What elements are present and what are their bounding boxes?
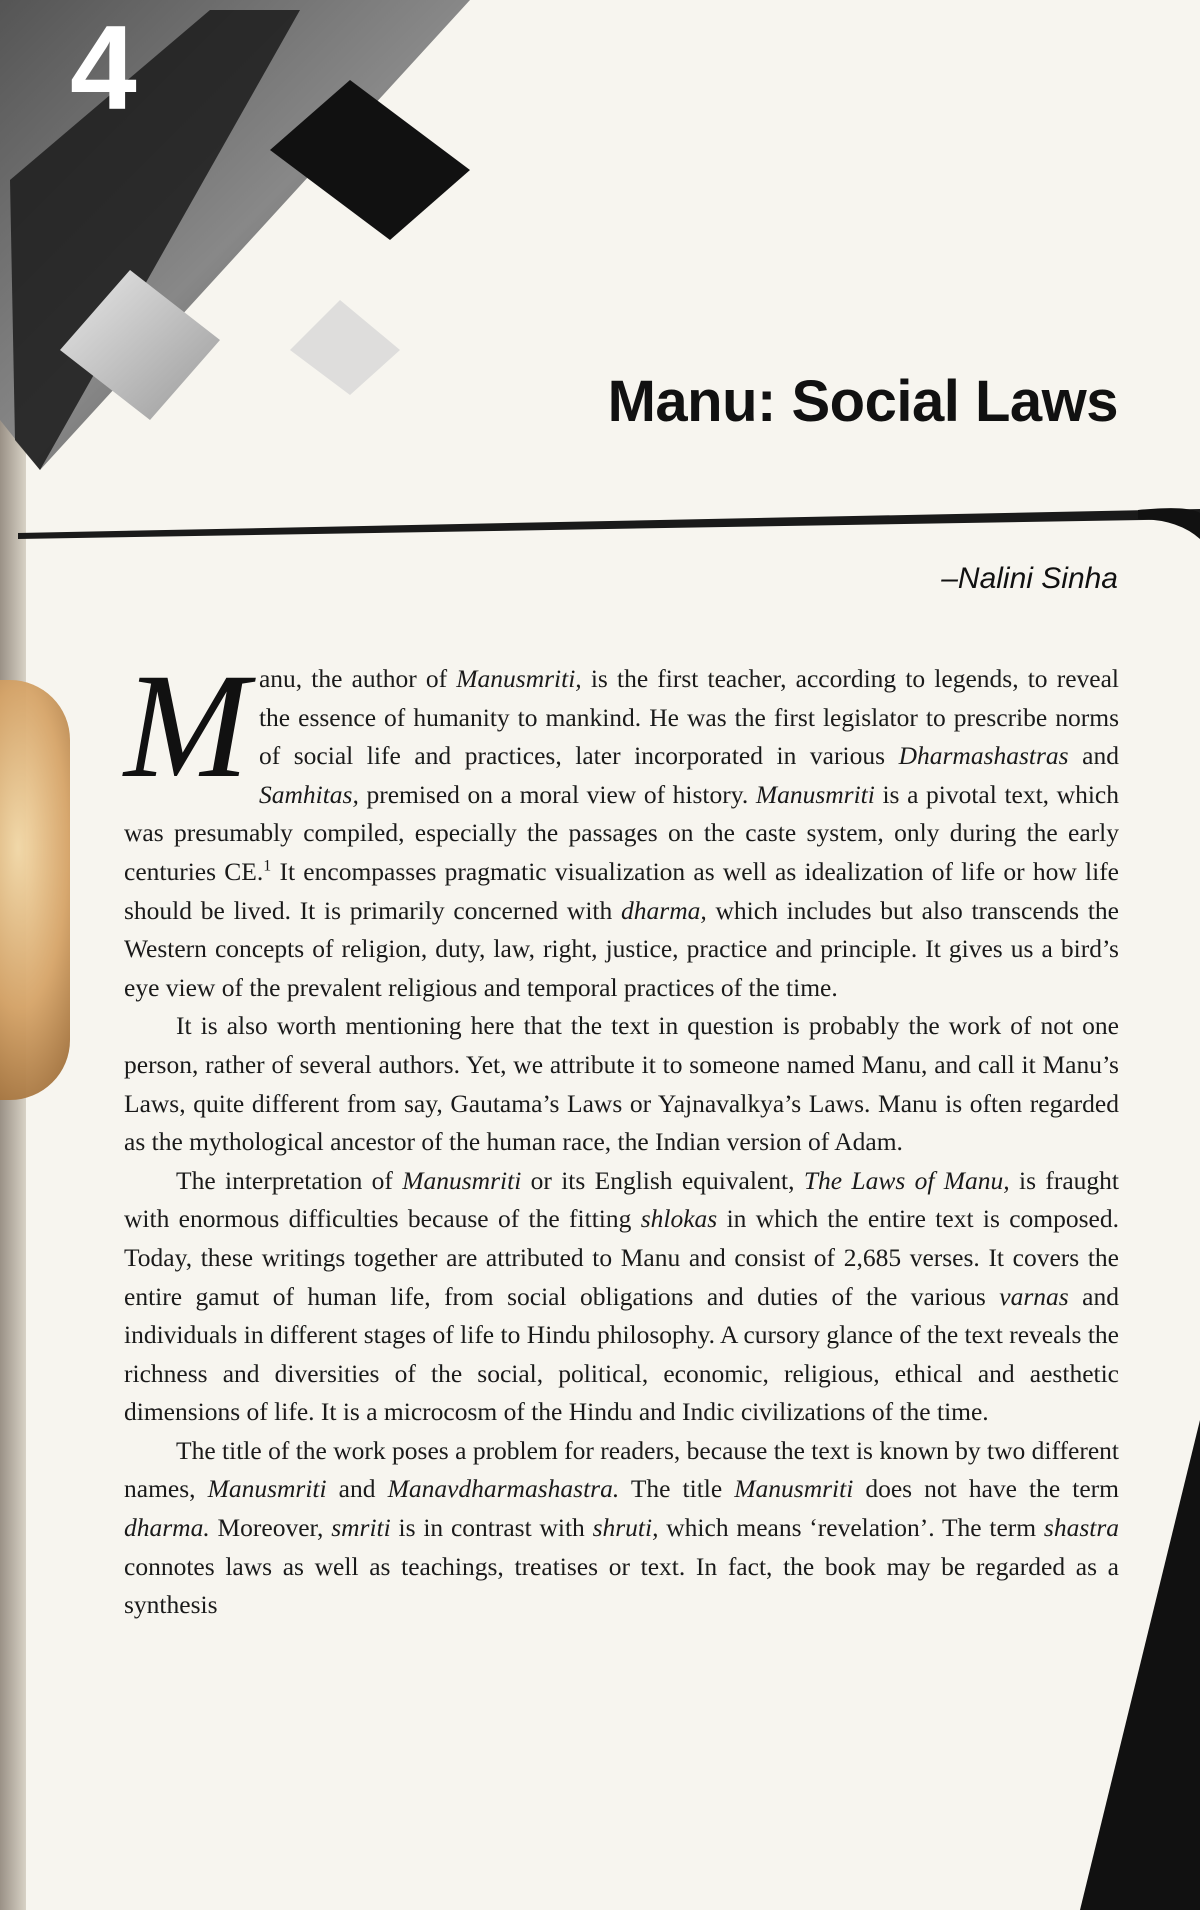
- p1-run: Samhitas,: [258, 779, 359, 809]
- p3-run: or its English equivalent,: [521, 1165, 804, 1195]
- p4-run: does not have the term: [853, 1474, 1119, 1504]
- p3-run: shlokas: [640, 1204, 718, 1234]
- p4-run: The title of the work poses a problem for readers, because the text is known by two different names,: [124, 1435, 1119, 1504]
- p3-run: in which the entire text is composed. Today, these writings together are attributed to Manu and consist of 2,685 verses. It covers the entire gamut of human life, from social obligations and duties of the various: [124, 1204, 1119, 1311]
- paragraph-2: [124, 1007, 1119, 1161]
- p1-run: is a pivotal text, which was presumably compiled, especially the passages on the caste system, only during the early centuries CE.: [124, 779, 1119, 886]
- p1-run: Dharmashastras: [898, 741, 1069, 771]
- p4-run: which means ‘revelation’. The term: [658, 1513, 1044, 1543]
- p4-run: is in contrast with: [390, 1513, 593, 1543]
- chapter-author: –Nalini Sinha: [941, 562, 1118, 595]
- p2-run: It is also worth mentioning here that the text in question is probably the work of not one person, rather of several authors. Yet, we attribute it to someone named Manu, and call it Manu’s Laws, quite different from say, Gautama’s Laws or Yajnavalkya’s Laws. Manu is often regarded as the mythological ancestor of the human race, the Indian version of Adam.: [124, 1011, 1119, 1157]
- drop-cap: M: [124, 643, 249, 809]
- p1-run: which includes but also transcends the Western concepts of religion, duty, law, right, justice, practice and principle. It gives us a bird’s eye view of the prevalent religious and temporal practices of the time.: [124, 895, 1119, 1002]
- p1-run: Manusmriti: [755, 779, 875, 809]
- p4-run: dharma.: [124, 1513, 210, 1543]
- paragraph-4: [124, 1432, 1119, 1625]
- chapter-title: Manu: Social Laws: [607, 369, 1118, 434]
- p3-run: is fraught with enormous difficulties because of the fitting: [124, 1165, 1119, 1234]
- p3-run: The interpretation of: [176, 1165, 403, 1195]
- p4-run: shastra: [1043, 1513, 1120, 1543]
- p4-run: connotes laws as well as teachings, treatises or text. In fact, the book may be regarded as a synthesis: [124, 1551, 1119, 1620]
- p3-run: The Laws of Manu,: [803, 1165, 1010, 1195]
- p1-run: It encompasses pragmatic visualization as well as idealization of life or how life should be lived. It is primarily concerned with: [124, 856, 1120, 925]
- p1-run: dharma,: [621, 895, 707, 925]
- p4-run: Manusmriti: [734, 1474, 854, 1504]
- p4-run: Moreover,: [209, 1513, 332, 1543]
- thumb-holding-page: [0, 680, 70, 1100]
- p4-run: The title: [619, 1474, 735, 1504]
- p3-run: and individuals in different stages of life to Hindu philosophy. A cursory glance of the text reveals the richness and diversities of the social, political, economic, religious, ethical and aesthetic dimensions of life. It is a microcosm of the Hindu and Indic civilizations of the time.: [124, 1281, 1119, 1427]
- p1-run: Manusmriti,: [456, 664, 582, 693]
- p4-run: Manusmriti: [207, 1474, 327, 1504]
- p1-run: premised on a moral view of history.: [358, 779, 756, 809]
- p3-run: varnas: [999, 1281, 1069, 1311]
- paragraph-1: [124, 643, 1120, 1007]
- p3-run: Manusmriti: [402, 1165, 522, 1195]
- p1-run: and: [1068, 741, 1119, 771]
- p4-run: Manavdharmashastra.: [387, 1474, 620, 1504]
- p1-run: is the first teacher, according to legends, to reveal the essence of humanity to mankind. He was the first legislator to prescribe norms of social life and practices, later incorporated in various: [258, 664, 1119, 771]
- p1-run: 1: [263, 857, 272, 875]
- p1-run: anu, the author of: [258, 664, 457, 693]
- chapter-body-text: [124, 643, 1120, 1625]
- paragraph-3: [124, 1162, 1119, 1432]
- chapter-number: 4: [70, 1, 137, 135]
- header-divider-rule: [18, 505, 1200, 539]
- p4-run: smriti: [331, 1513, 391, 1543]
- p4-run: and: [326, 1474, 388, 1504]
- p4-run: shruti,: [592, 1513, 659, 1543]
